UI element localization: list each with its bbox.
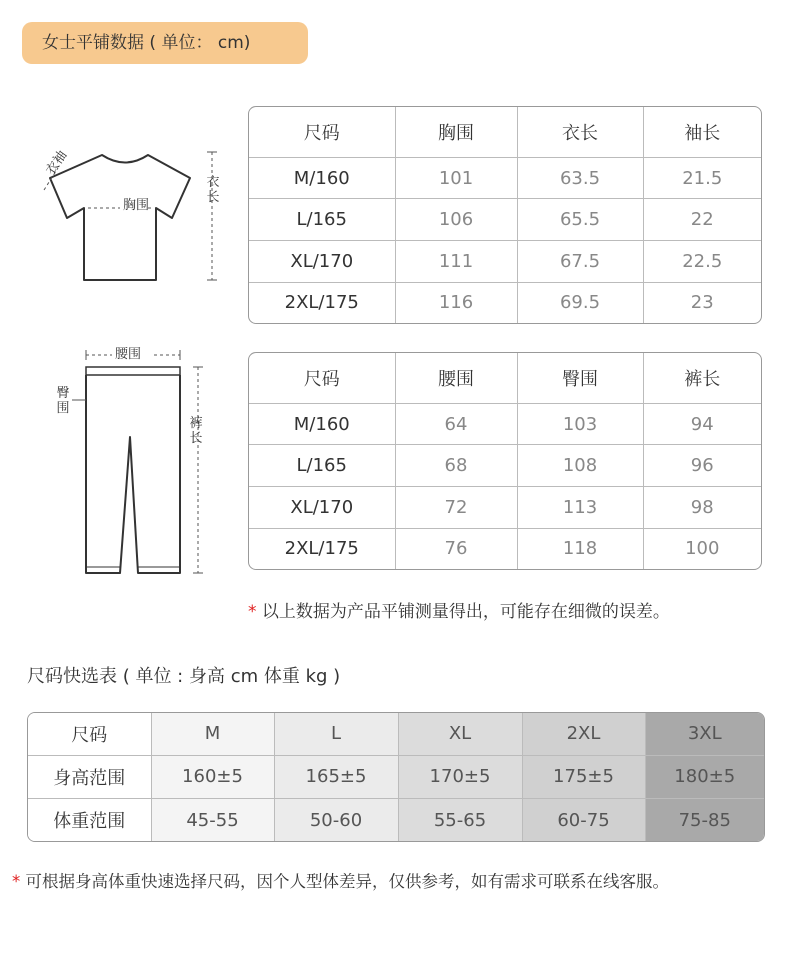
value-cell: 21.5 <box>643 157 761 199</box>
header-cell: 衣长 <box>517 107 643 157</box>
weight-cell: 75-85 <box>645 799 764 841</box>
note-text: 可根据身高体重快速选择尺码，因个人型体差异，仅供参考，如有需求可联系在线客服。 <box>20 872 669 891</box>
header-cell: 袖长 <box>643 107 761 157</box>
table-row <box>249 157 761 199</box>
table-row <box>249 403 761 445</box>
tshirt-diagram <box>30 140 230 290</box>
height-cell: 160±5 <box>151 755 274 798</box>
measurement-note <box>248 597 670 622</box>
size-cell: M <box>151 713 274 755</box>
value-cell: 108 <box>517 445 643 487</box>
hip-label: 臀围 <box>56 386 70 416</box>
size-cell: 2XL <box>522 713 645 755</box>
value-cell: 96 <box>643 445 761 487</box>
value-cell: 67.5 <box>517 241 643 283</box>
table-row <box>249 282 761 323</box>
value-cell: 68 <box>395 445 517 487</box>
pants-length-label: 裤长 <box>189 416 203 446</box>
value-cell: 22 <box>643 199 761 241</box>
value-cell: 65.5 <box>517 199 643 241</box>
value-cell: 63.5 <box>517 157 643 199</box>
value-cell: 116 <box>395 282 517 323</box>
note-star: * <box>12 872 21 891</box>
waist-label: 腰围 <box>115 347 142 362</box>
table-row <box>249 241 761 283</box>
selection-note <box>12 868 669 892</box>
weight-cell: 45-55 <box>151 799 274 841</box>
chest-label: 胸围 <box>123 198 150 213</box>
table-row <box>28 713 764 755</box>
table-header-row <box>249 353 761 403</box>
value-cell: 69.5 <box>517 282 643 323</box>
weight-cell: 55-65 <box>398 799 522 841</box>
quick-select-title: 尺码快选表 ( 单位 : 身高 cm 体重 kg ) <box>27 666 341 687</box>
note-text: 以上数据为产品平铺测量得出，可能存在细微的误差。 <box>256 602 670 622</box>
height-cell: 165±5 <box>274 755 398 798</box>
size-cell: L <box>274 713 398 755</box>
value-cell: 101 <box>395 157 517 199</box>
row-label-cell: 身高范围 <box>28 755 151 798</box>
note-star: * <box>248 602 257 622</box>
pants-diagram <box>52 345 212 580</box>
value-cell: 113 <box>517 487 643 529</box>
size-cell: XL <box>398 713 522 755</box>
size-cell: 2XL/175 <box>249 528 395 569</box>
length-label: 衣长 <box>206 175 220 205</box>
table-header-row <box>249 107 761 157</box>
value-cell: 111 <box>395 241 517 283</box>
size-cell: XL/170 <box>249 241 395 283</box>
table-row <box>28 799 764 841</box>
header-cell: 腰围 <box>395 353 517 403</box>
top-size-table <box>248 106 762 324</box>
header-cell: 裤长 <box>643 353 761 403</box>
height-cell: 170±5 <box>398 755 522 798</box>
header-cell: 尺码 <box>249 107 395 157</box>
height-cell: 175±5 <box>522 755 645 798</box>
row-label-cell: 尺码 <box>28 713 151 755</box>
table-row <box>249 199 761 241</box>
value-cell: 98 <box>643 487 761 529</box>
bottom-size-table <box>248 352 762 570</box>
size-cell: M/160 <box>249 403 395 445</box>
sleeve-label: 衣袖 <box>43 148 71 179</box>
value-cell: 64 <box>395 403 517 445</box>
quick-select-table <box>27 712 765 842</box>
table-row <box>249 487 761 529</box>
value-cell: 72 <box>395 487 517 529</box>
table-row <box>28 755 764 798</box>
size-cell: L/165 <box>249 445 395 487</box>
value-cell: 106 <box>395 199 517 241</box>
table-row <box>249 445 761 487</box>
value-cell: 118 <box>517 528 643 569</box>
value-cell: 22.5 <box>643 241 761 283</box>
header-cell: 臀围 <box>517 353 643 403</box>
page-title: 女士平铺数据 ( 单位： cm) <box>22 22 308 64</box>
value-cell: 100 <box>685 538 720 560</box>
table-row <box>249 528 761 569</box>
height-cell: 180±5 <box>645 755 764 798</box>
value-cell: 76 <box>395 528 517 569</box>
size-cell: 3XL <box>645 713 764 755</box>
pants-outline-icon <box>52 345 212 580</box>
header-cell: 尺码 <box>249 353 395 403</box>
size-cell: 2XL/175 <box>249 282 395 323</box>
size-cell: L/165 <box>249 199 395 241</box>
weight-cell: 60-75 <box>522 799 645 841</box>
value-cell: 23 <box>690 292 714 314</box>
value-cell: 94 <box>643 403 761 445</box>
size-cell: XL/170 <box>249 487 395 529</box>
header-cell: 胸围 <box>395 107 517 157</box>
size-cell: M/160 <box>249 157 395 199</box>
value-cell: 103 <box>517 403 643 445</box>
row-label-cell: 体重范围 <box>28 799 151 841</box>
weight-cell: 50-60 <box>274 799 398 841</box>
